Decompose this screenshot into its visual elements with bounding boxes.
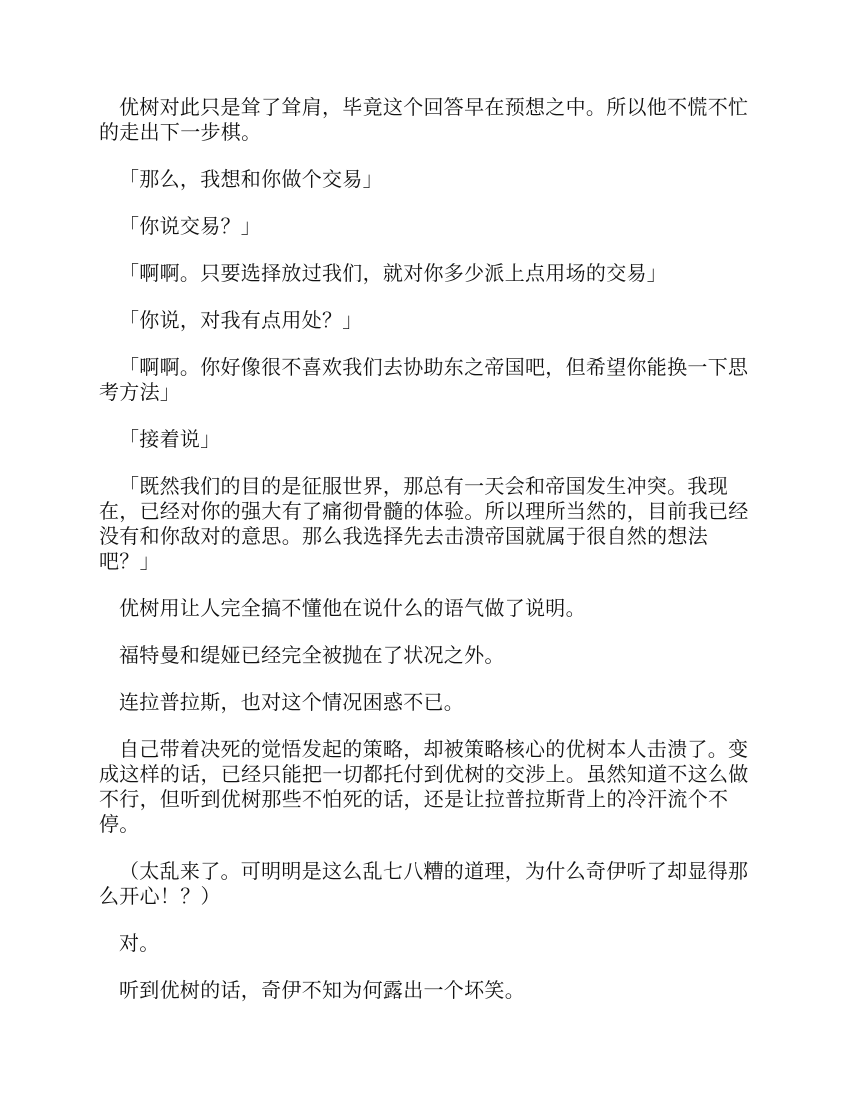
paragraph-8: 「既然我们的目的是征服世界，那总有一天会和帝国发生冲突。我现在，已经对你的强大有了痛彻骨髓的体验。所以理所当然的，目前我已经没有和你敌对的意思。那么我选择先去击溃帝国就属于很自然的想法吧？」 xyxy=(99,474,749,573)
paragraph-3: 「你说交易？」 xyxy=(119,214,262,238)
paragraph-1: 优树对此只是耸了耸肩，毕竟这个回答早在预想之中。所以他不慌不忙的走出下一步棋。 xyxy=(99,95,749,144)
document-page xyxy=(99,95,751,1025)
paragraph-15: 听到优树的话，奇伊不知为何露出一个坏笑。 xyxy=(119,978,525,1002)
paragraph-4: 「啊啊。只要选择放过我们，就对你多少派上点用场的交易」 xyxy=(119,261,668,285)
paragraph-9: 优树用让人完全搞不懂他在说什么的语气做了说明。 xyxy=(119,596,586,620)
paragraph-10: 福特曼和缇娅已经完全被抛在了状况之外。 xyxy=(119,643,505,667)
paragraph-2: 「那么，我想和你做个交易」 xyxy=(119,167,383,191)
paragraph-14: 对。 xyxy=(119,931,160,955)
paragraph-12: 自己带着决死的觉悟发起的策略，却被策略核心的优树本人击溃了。变成这样的话，已经只能把一切都托付到优树的交涉上。虽然知道不这么做不行，但听到优树那些不怕死的话，还是让拉普拉斯背上的冷汗流个不停。 xyxy=(99,737,749,836)
paragraph-7: 「接着说」 xyxy=(119,427,221,451)
paragraph-6: 「啊啊。你好像很不喜欢我们去协助东之帝国吧，但希望你能换一下思考方法」 xyxy=(99,355,749,404)
paragraph-11: 连拉普拉斯，也对这个情况困惑不已。 xyxy=(119,690,465,714)
paragraph-5: 「你说，对我有点用处？」 xyxy=(119,308,363,332)
paragraph-13: （太乱来了。可明明是这么乱七八糟的道理，为什么奇伊听了却显得那么开心！？） xyxy=(99,859,749,908)
